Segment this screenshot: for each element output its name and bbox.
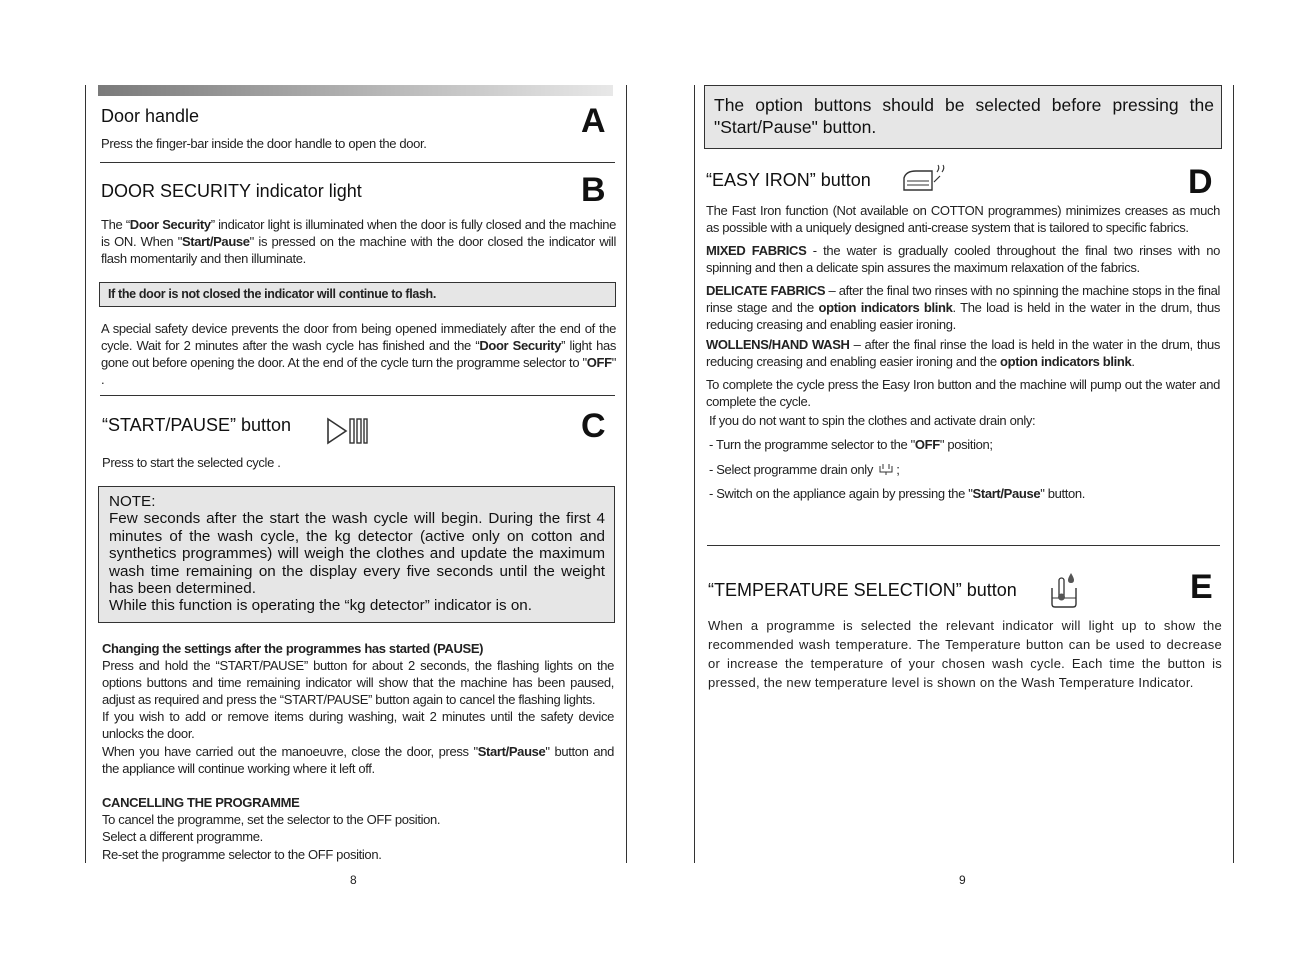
temperature-selection-title: “TEMPERATURE SELECTION” button [708,580,1017,600]
iron-icon [900,164,948,199]
door-security-paragraph: The “Door Security” indicator light is illuminated when the door is fully closed and the machine is ON. When "Start/Pause" is pressed on the machine with the door closed the indicator will flash momentarily and then illuminate. [101,217,616,266]
divider-d-e [707,545,1220,546]
pause-paragraph-2: If you wish to add or remove items during washing, wait 2 minutes until the safety device unlocks the door. [102,709,614,741]
header-gradient-bar [98,85,613,96]
divider-b-c [100,395,615,396]
cancel-line-2: Select a different programme. [102,829,263,844]
temperature-icon [1049,570,1081,615]
cancel-line-1: To cancel the programme, set the selector to the OFF position. [102,812,441,827]
start-pause-text: Press to start the selected cycle . [102,455,281,470]
left-page-left-rule [85,85,86,863]
option-buttons-note-box [704,85,1222,149]
cancel-heading: CANCELLING THE PROGRAMME [102,795,300,810]
door-not-closed-text: If the door is not closed the indicator will continue to flash. [108,287,436,301]
right-page-right-rule [1233,85,1234,863]
note-last-line: While this function is operating the “kg detector” indicator is on. [109,597,532,615]
divider-a-b [100,162,615,163]
mixed-fabrics-paragraph: MIXED FABRICS - the water is gradually cooled throughout the final two rinses with no spinning and then a delicate spin assures the maximum relaxation of the fabrics. [706,243,1220,275]
door-handle-title: Door handle [101,106,200,126]
pause-paragraph-1: Press and hold the “START/PAUSE” button for about 2 seconds, the flashing lights on the options buttons and time remaining indicator will show that the machine has been paused, adjust as required and press the “START/PAUSE” button again to cancel the flashing lights. [102,658,614,707]
drain-step-3: - Switch on the appliance again by pressing the "Start/Pause" button. [709,486,1086,501]
drain-icon [878,462,894,479]
drain-only-intro: If you do not want to spin the clothes and activate drain only: [709,413,1036,428]
section-letter-b: B [581,171,606,209]
complete-cycle-paragraph: To complete the cycle press the Easy Iron button and the machine will pump out the water and complete the cycle. [706,377,1220,409]
easy-iron-title: “EASY IRON” button [706,170,871,190]
section-letter-d: D [1188,163,1213,201]
right-page-left-rule [694,85,695,863]
section-letter-a: A [581,102,606,140]
safety-device-paragraph: A special safety device prevents the door from being opened immediately after the end of the cycle. Wait for 2 minutes after the wash cycle has finished and the “Door Security” light has gone out before opening the door. At the end of the cycle turn the programme selector to "OFF" . [101,321,616,387]
pause-paragraph-3: When you have carried out the manoeuvre, close the door, press "Start/Pause" button and the appliance will continue working where it left off. [102,744,614,776]
section-letter-c: C [581,407,606,445]
page-number-right: 9 [959,873,966,887]
kg-detector-note-box [98,486,615,623]
door-handle-text: Press the finger-bar inside the door handle to open the door. [101,136,427,151]
pause-heading: Changing the settings after the programmes has started (PAUSE) [102,641,484,656]
kg-note-content [109,493,605,615]
door-security-title: DOOR SECURITY indicator light [101,181,362,201]
note-label: NOTE: [109,493,156,510]
drain-step-2: - Select programme drain only ; [709,461,900,479]
section-letter-e: E [1190,568,1213,606]
cancel-line-3: Re-set the programme selector to the OFF position. [102,847,382,862]
drain-step-1: - Turn the programme selector to the "OFF" position; [709,437,993,452]
page-number-left: 8 [350,873,357,887]
play-pause-icon [326,417,370,450]
delicate-fabrics-paragraph: DELICATE FABRICS – after the final two rinses with no spinning the machine stops in the final rinse stage and the option indicators blink. The load is held in the water in the drum, thus reducing creasing and enabling easier ironing. [706,283,1220,332]
woollens-paragraph: WOLLENS/HAND WASH – after the final rinse the load is held in the water in the drum, thus reducing creasing and enabling easier ironing and the option indicators blink. [706,337,1220,369]
temperature-paragraph: When a programme is selected the relevant indicator will light up to show the recommended wash temperature. The Temperature button can be used to decrease or increase the temperature of your chosen wash cycle. Each time the button is pressed, the new temperature level is shown on the Wash Temperature Indicator. [708,618,1222,690]
option-buttons-note: The option buttons should be selected before pressing the "Start/Pause" button. [714,95,1214,137]
easy-iron-intro: The Fast Iron function (Not available on COTTON programmes) minimizes creases as much as possible with a uniquely designed anti-crease system that is tailored to specific fabrics. [706,203,1220,235]
note-body: Few seconds after the start the wash cycle will begin. During the first 4 minutes of the wash cycle, the kg detector (active only on cotton and synthetics programmes) will weigh the clothes and update the maximum wash time remaining on the display every five seconds until the weight has been determined. [109,510,605,598]
start-pause-title: “START/PAUSE” button [102,415,292,435]
door-not-closed-box [99,282,616,307]
left-page-right-rule [626,85,627,863]
